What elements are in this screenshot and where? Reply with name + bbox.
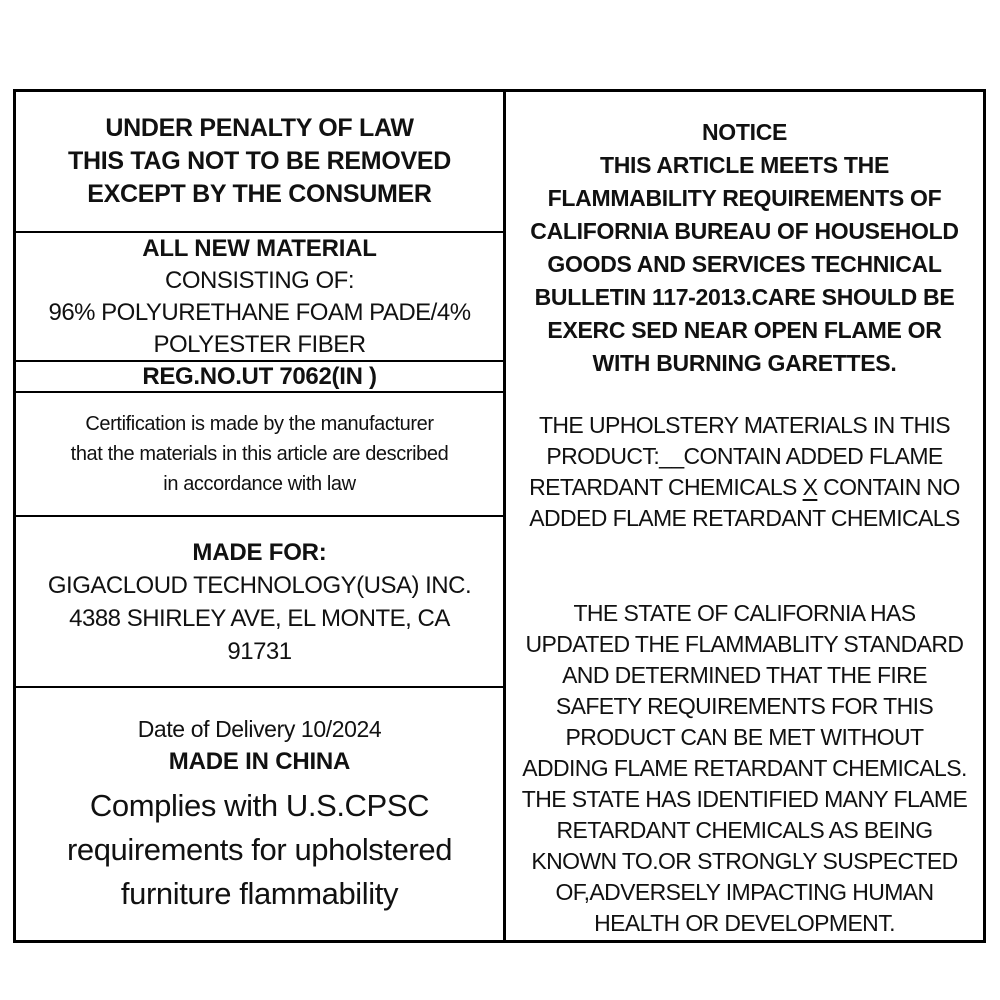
material-title: ALL NEW MATERIAL (142, 234, 377, 262)
made-for-section (16, 517, 503, 688)
penalty-text: UNDER PENALTY OF LAW THIS TAG NOT TO BE REMOVED EXCEPT BY THE CONSUMER (68, 114, 451, 208)
material-section (16, 233, 503, 362)
material-composition: CONSISTING OF: 96% POLYURETHANE FOAM PADE/4% POLYESTER FIBER (48, 266, 471, 358)
made-for-title: MADE FOR: (192, 538, 327, 566)
notice-text: THIS ARTICLE MEETS THE FLAMMABILITY REQUIREMENTS OF CALIFORNIA BUREAU OF HOUSEHOLD GOODS AND SERVICES TECHNICAL BULLETIN 117-2013.CARE SHOULD BE EXERC SED NEAR OPEN FLAME OR WITH BURNING GARETTES. (530, 152, 959, 376)
cpsc-statement: Complies with U.S.CPSC requirements for upholstered furniture flammability (66, 788, 453, 911)
certification-text: Certification is made by the manufacturer that the materials in this article are described in accordance with law (70, 413, 449, 495)
made-for-address: GIGACLOUD TECHNOLOGY(USA) INC. 4388 SHIRLEY AVE, EL MONTE, CA 91731 (47, 571, 472, 665)
right-column (506, 92, 983, 940)
reg-section (16, 362, 503, 393)
penalty-section (16, 92, 503, 233)
origin-section (16, 688, 503, 940)
notice-title: NOTICE (701, 119, 788, 145)
upholstery-statement: THE UPHOLSTERY MATERIALS IN THIS PRODUCT:__CONTAIN ADDED FLAME RETARDANT CHEMICALS X CONTAIN NO ADDED FLAME RETARDANT CHEMICALS (529, 412, 960, 531)
state-statement: THE STATE OF CALIFORNIA HAS UPDATED THE FLAMMABLITY STANDARD AND DETERMINED THAT THE FIRE SAFETY REQUIREMENTS FOR THIS PRODUCT CAN BE MET WITHOUT ADDING FLAME RETARDANT CHEMICALS. THE STATE HAS IDENTIFIED MANY FLAME RETARDANT CHEMICALS AS BEING KNOWN TO.OR STRONGLY SUSPECTED OF,ADVERSELY IMPACTING HUMAN HEALTH OR DEVELOPMENT. (521, 600, 968, 936)
left-column (16, 92, 506, 940)
delivery-date: Date of Delivery 10/2024 (137, 716, 382, 742)
reg-number: REG.NO.UT 7062(IN ) (142, 362, 377, 390)
made-in-country: MADE IN CHINA (168, 748, 351, 775)
notice-section (506, 116, 983, 380)
law-label (13, 89, 986, 943)
certification-section (16, 393, 503, 517)
